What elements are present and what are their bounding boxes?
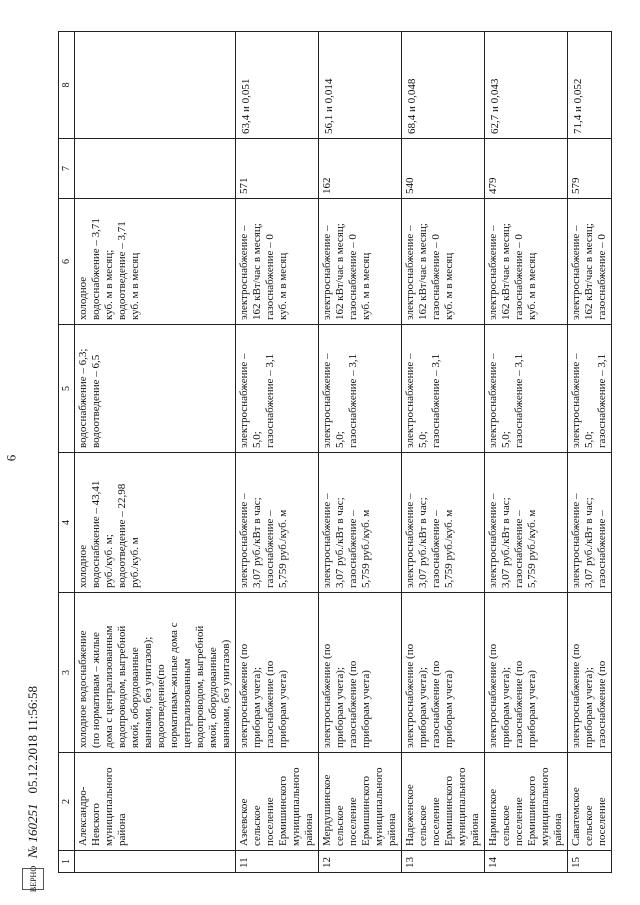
column-header-8: 8 (59, 32, 75, 139)
page-number: 6 (3, 454, 19, 462)
table-cell-c2: Саватемское сельское поселение (568, 753, 612, 851)
stamp-icon: ВЕРНО (22, 868, 44, 890)
rotated-table-container (58, 32, 608, 873)
table-cell-c4: электроснабжение – 3,07 руб./кВт в час; газоснабжение – (568, 453, 612, 593)
table-cell-c1: 13 (402, 851, 485, 873)
table-cell-c5: электроснабжение – 5,0; газоснабжение – 3,1 (402, 325, 485, 453)
table-cell-c1: 12 (319, 851, 402, 873)
table-body (75, 32, 612, 873)
table-cell-c1: 11 (236, 851, 319, 873)
column-header-2: 2 (59, 753, 75, 851)
table-row (568, 32, 612, 873)
table-cell-c3: электроснабжение (по приборам учета); газоснабжение (по (568, 593, 612, 753)
table-cell-c8: 56,1 и 0,014 (319, 32, 402, 139)
table-cell-c3: электроснабжение (по приборам учета); газоснабжение (по приборам учета) (236, 593, 319, 753)
table-cell-c2: Надеженское сельское поселение Ермишинского муниципального района (402, 753, 485, 851)
column-header-3: 3 (59, 593, 75, 753)
table-cell-c3: электроснабжение (по приборам учета); газоснабжение (по приборам учета) (485, 593, 568, 753)
table-cell-c6: электроснабжение – 162 кВт/час в месяц; газоснабжение – 0 куб. м в месяц (402, 199, 485, 325)
table-cell-c7 (75, 139, 236, 199)
table-row (402, 32, 485, 873)
table-cell-c2: Нарминское сельское поселение Ермишинского муниципального района (485, 753, 568, 851)
column-header-7: 7 (59, 139, 75, 199)
table-cell-c5: электроснабжение – 5,0; газоснабжение – 3,1 (236, 325, 319, 453)
footer-stamp-area (22, 590, 82, 893)
table-cell-c7: 162 (319, 139, 402, 199)
table-cell-c5: электроснабжение – 5,0; газоснабжение – 3,1 (485, 325, 568, 453)
column-header-4: 4 (59, 453, 75, 593)
table-cell-c5: электроснабжение – 5,0; газоснабжение – 3,1 (568, 325, 612, 453)
table-cell-c4: электроснабжение – 3,07 руб./кВт в час; газоснабжение – 5,759 руб./куб. м (236, 453, 319, 593)
table-cell-c6: электроснабжение – 162 кВт/час в месяц; газоснабжение – 0 куб. м в месяц (319, 199, 402, 325)
table-row (75, 32, 236, 873)
table-cell-c7: 579 (568, 139, 612, 199)
table-cell-c3: электроснабжение (по приборам учета); газоснабжение (по приборам учета) (402, 593, 485, 753)
table-row (319, 32, 402, 873)
table-cell-c7: 479 (485, 139, 568, 199)
table-cell-c2: Александро- Невского муниципального района (75, 753, 236, 851)
table-cell-c8: 62,7 и 0,043 (485, 32, 568, 139)
data-table (58, 31, 612, 873)
table-cell-c8 (75, 32, 236, 139)
table-cell-c3: холодное водоснабжение (по нормативам – жилые дома с централизованным водопроводом, выгребной ямой, оборудованные ваннами, без унитазов); водоотведение(по нормативам–жилые дома с централизованным водопроводом, выгребной ямой, оборудованные ваннами, без унитазов) (75, 593, 236, 753)
table-cell-c8: 63,4 и 0,051 (236, 32, 319, 139)
document-number: № 160251 (25, 803, 40, 858)
table-cell-c1: 15 (568, 851, 612, 873)
document-datetime: 05.12.2018 11:56:58 (25, 685, 40, 794)
table-row (485, 32, 568, 873)
column-header-1: 1 (59, 851, 75, 873)
table-cell-c4: электроснабжение – 3,07 руб./кВт в час; газоснабжение – 5,759 руб./куб. м (485, 453, 568, 593)
table-cell-c5: электроснабжение – 5,0; газоснабжение – 3,1 (319, 325, 402, 453)
table-cell-c8: 71,4 и 0,052 (568, 32, 612, 139)
table-cell-c6: холодное водоснабжение – 3,71 куб. м в месяц; водоотведение – 3,71 куб. м в месяц (75, 199, 236, 325)
table-cell-c1: 14 (485, 851, 568, 873)
table-cell-c2: Мердушинское сельское поселение Ермишинского муниципального района (319, 753, 402, 851)
table-cell-c8: 68,4 и 0,048 (402, 32, 485, 139)
table-row (236, 32, 319, 873)
table-cell-c6: электроснабжение – 162 кВт/час в месяц; газоснабжение – 0 (568, 199, 612, 325)
table-cell-c4: электроснабжение – 3,07 руб./кВт в час; газоснабжение – 5,759 руб./куб. м (319, 453, 402, 593)
column-header-6: 6 (59, 199, 75, 325)
table-cell-c2: Азеевское сельское поселение Ермишинского муниципального района (236, 753, 319, 851)
table-cell-c5: водоснабжение – 6,3; водоотведение – 6,5 (75, 325, 236, 453)
table-cell-c6: электроснабжение – 162 кВт/час в месяц; газоснабжение – 0 куб. м в месяц (236, 199, 319, 325)
table-cell-c7: 540 (402, 139, 485, 199)
table-cell-c6: электроснабжение – 162 кВт/час в месяц; газоснабжение – 0 куб. м в месяц (485, 199, 568, 325)
table-cell-c4: холодное водоснабжение – 43,41 руб./куб. м; водоотведение – 22,98 руб./куб. м (75, 453, 236, 593)
table-cell-c1 (75, 851, 236, 873)
table-cell-c3: электроснабжение (по приборам учета); газоснабжение (по приборам учета) (319, 593, 402, 753)
table-cell-c7: 571 (236, 139, 319, 199)
column-header-5: 5 (59, 325, 75, 453)
table-cell-c4: электроснабжение – 3,07 руб./кВт в час; газоснабжение – 5,759 руб./куб. м (402, 453, 485, 593)
